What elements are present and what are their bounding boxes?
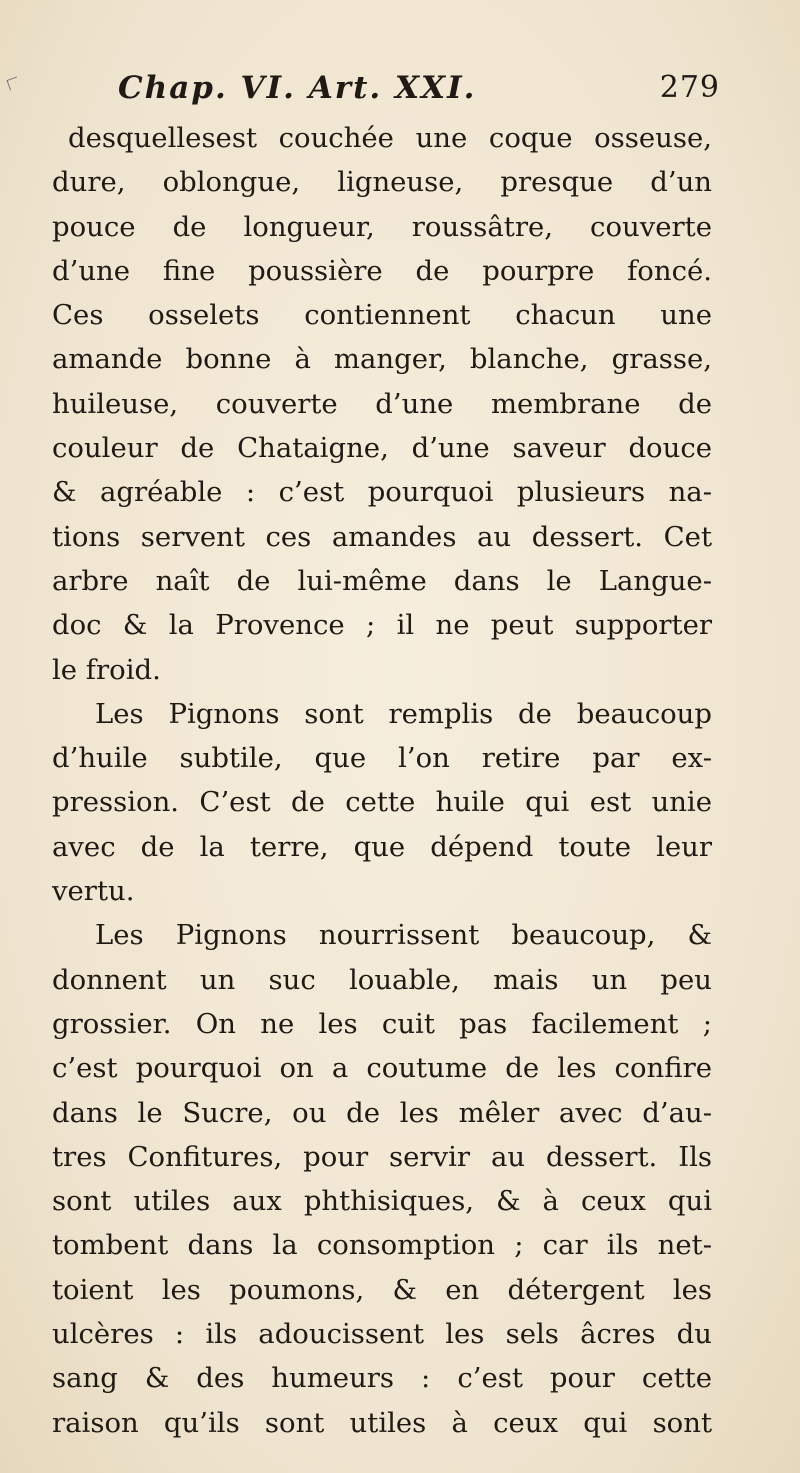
text-line: sont utiles aux phthisiques, & à ceux qui [52, 1185, 712, 1218]
text-line: donnent un suc louable, mais un peu [52, 963, 712, 996]
text-line: Les Pignons nourrissent beaucoup, & [95, 919, 712, 952]
page-number: 279 [659, 70, 720, 105]
text-line: doc & la Provence ; il ne peut supporter [52, 609, 712, 642]
text-line: sang & des humeurs : c’est pour cette [52, 1362, 712, 1395]
text-line: desquellesest couchée une coque osseuse, [68, 122, 712, 154]
text-line: grossier. On ne les cuit pas facilement ; [52, 1007, 712, 1040]
text-line: huileuse, couverte d’une membrane de [52, 387, 712, 420]
corner-mark [6, 76, 20, 90]
text-line: pression. C’est de cette huile qui est unie [52, 786, 712, 819]
text-line: dans le Sucre, ou de les mêler avec d’au- [52, 1096, 712, 1129]
text-line: d’huile subtile, que l’on retire par ex- [52, 742, 712, 775]
text-line: dure, oblongue, ligneuse, presque d’un [52, 166, 712, 199]
body-text [52, 116, 712, 1445]
text-line: le froid. [52, 653, 161, 686]
text-line: amande bonne à manger, blanche, grasse, [52, 343, 712, 376]
text-line: c’est pourquoi on a coutume de les confire [52, 1052, 712, 1085]
text-line: Ces osselets contiennent chacun une [52, 299, 712, 332]
running-header [118, 70, 718, 116]
text-line: tombent dans la consomption ; car ils net- [52, 1229, 712, 1262]
text-line: d’une fine poussière de pourpre foncé. [52, 254, 712, 287]
text-line: raison qu’ils sont utiles à ceux qui sont [52, 1406, 712, 1439]
text-line: avec de la terre, que dépend toute leur [52, 830, 712, 863]
text-line: toient les poumons, & en détergent les [52, 1273, 712, 1306]
text-line: Les Pignons sont remplis de beaucoup [95, 697, 712, 730]
text-line: tres Confitures, pour servir au dessert. Ils [52, 1140, 712, 1173]
text-line: couleur de Chataigne, d’une saveur douce [52, 432, 712, 465]
text-line: ulcères : ils adoucissent les sels âcres du [52, 1318, 712, 1351]
text-line: arbre naît de lui-même dans le Langue- [52, 564, 712, 597]
text-line: tions servent ces amandes au dessert. Cet [52, 520, 712, 553]
text-line: & agréable : c’est pourquoi plusieurs na- [52, 476, 712, 509]
text-line: pouce de longueur, roussâtre, couverte [52, 210, 712, 243]
running-title: Chap. VI. Art. XXI. [118, 70, 477, 106]
text-line: vertu. [52, 875, 135, 908]
